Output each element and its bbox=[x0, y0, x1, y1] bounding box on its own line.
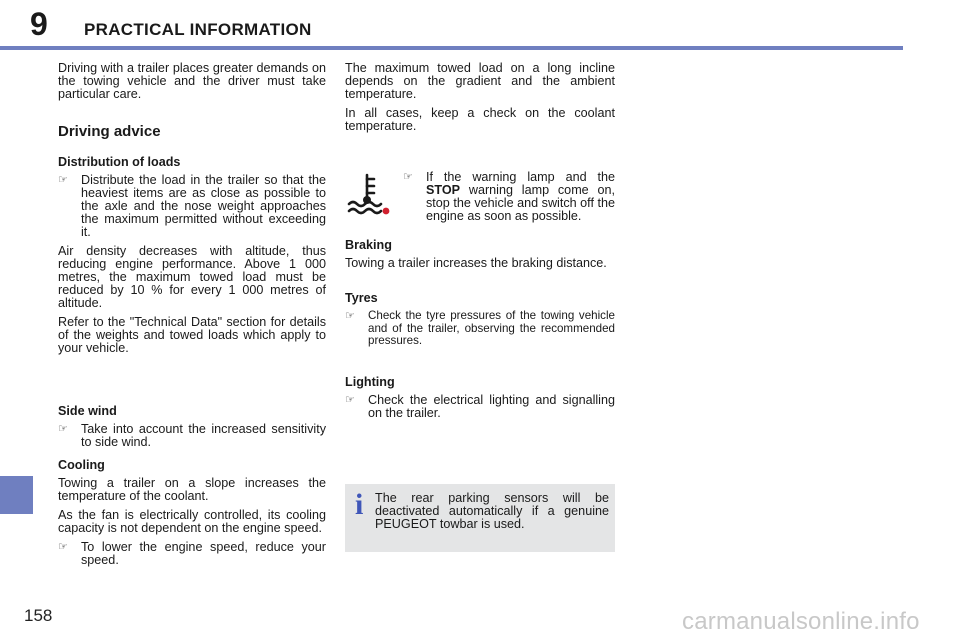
driving-advice-heading: Driving advice bbox=[58, 123, 161, 140]
lighting-bullet: Check the electrical lighting and signalling on the trailer. bbox=[368, 392, 615, 420]
braking-paragraph: Towing a trailer increases the braking distance. bbox=[345, 256, 607, 270]
list-item bbox=[58, 423, 326, 449]
cooling-paragraph-1: Towing a trailer on a slope increases the temperature of the coolant. bbox=[58, 476, 326, 503]
incline-paragraph: The maximum towed load on a long incline depends on the gradient and the ambient temperature. bbox=[345, 61, 615, 101]
technical-data-paragraph: Refer to the "Technical Data" section for details of the weights and towed loads which apply to your vehicle. bbox=[58, 315, 326, 355]
pointing-hand-icon: ☞ bbox=[58, 174, 68, 186]
air-density-paragraph: Air density decreases with altitude, thus reducing engine performance. Above 1 000 metres, the maximum towed load must be reduced by 10 % for every 1 000 metres of altitude. bbox=[58, 244, 326, 310]
cooling-bullet: To lower the engine speed, reduce your speed. bbox=[81, 540, 326, 567]
pointing-hand-icon: ☞ bbox=[345, 393, 355, 406]
coolant-check-paragraph: In all cases, keep a check on the coolant temperature. bbox=[345, 106, 615, 133]
stop-label: STOP bbox=[426, 183, 461, 197]
coolant-temperature-icon bbox=[345, 171, 403, 221]
tyres-bullet: Check the tyre pressures of the towing vehicle and of the trailer, observing the recommended pressures. bbox=[368, 309, 615, 348]
warning-lamp-text: If the warning lamp and the STOP warning lamp come on, stop the vehicle and switch off the engine as soon as possible. bbox=[426, 170, 615, 223]
braking-heading: Braking bbox=[345, 238, 392, 252]
list-item bbox=[345, 310, 615, 348]
list-item bbox=[58, 174, 326, 239]
intro-paragraph: Driving with a trailer places greater demands on the towing vehicle and the driver must take particular care. bbox=[58, 61, 326, 101]
coolant-warning-block bbox=[345, 171, 615, 223]
watermark: carmanualsonline.info bbox=[682, 608, 920, 635]
distribution-bullet: Distribute the load in the trailer so that the heaviest items are as close as possible to the axle and the nose weight approaches the maximum permitted without exceeding it. bbox=[81, 173, 326, 239]
tyres-heading: Tyres bbox=[345, 291, 378, 305]
side-wind-heading: Side wind bbox=[58, 404, 117, 418]
pointing-hand-icon: ☞ bbox=[58, 423, 68, 435]
distribution-heading: Distribution of loads bbox=[58, 155, 181, 169]
info-text: The rear parking sensors will be deactivated automatically if a genuine PEUGEOT towbar is used. bbox=[375, 491, 609, 531]
pointing-hand-icon: ☞ bbox=[345, 310, 355, 322]
side-wind-bullet: Take into account the increased sensitivity to side wind. bbox=[81, 422, 326, 449]
chapter-title: PRACTICAL INFORMATION bbox=[84, 20, 312, 39]
page-number: 158 bbox=[24, 606, 53, 625]
info-icon: i bbox=[355, 488, 364, 521]
header-rule bbox=[0, 46, 903, 50]
list-item bbox=[345, 394, 615, 420]
pointing-hand-icon: ☞ bbox=[403, 171, 413, 183]
left-column bbox=[58, 62, 326, 573]
chapter-side-tab bbox=[0, 476, 33, 514]
pointing-hand-icon: ☞ bbox=[58, 541, 68, 553]
lighting-heading: Lighting bbox=[345, 374, 395, 389]
chapter-number: 9 bbox=[30, 6, 48, 42]
right-column bbox=[345, 62, 615, 426]
cooling-paragraph-2: As the fan is electrically controlled, its cooling capacity is not dependent on the engine speed. bbox=[58, 508, 326, 535]
cooling-heading: Cooling bbox=[58, 458, 105, 472]
list-item bbox=[58, 541, 326, 567]
info-box bbox=[345, 484, 615, 552]
